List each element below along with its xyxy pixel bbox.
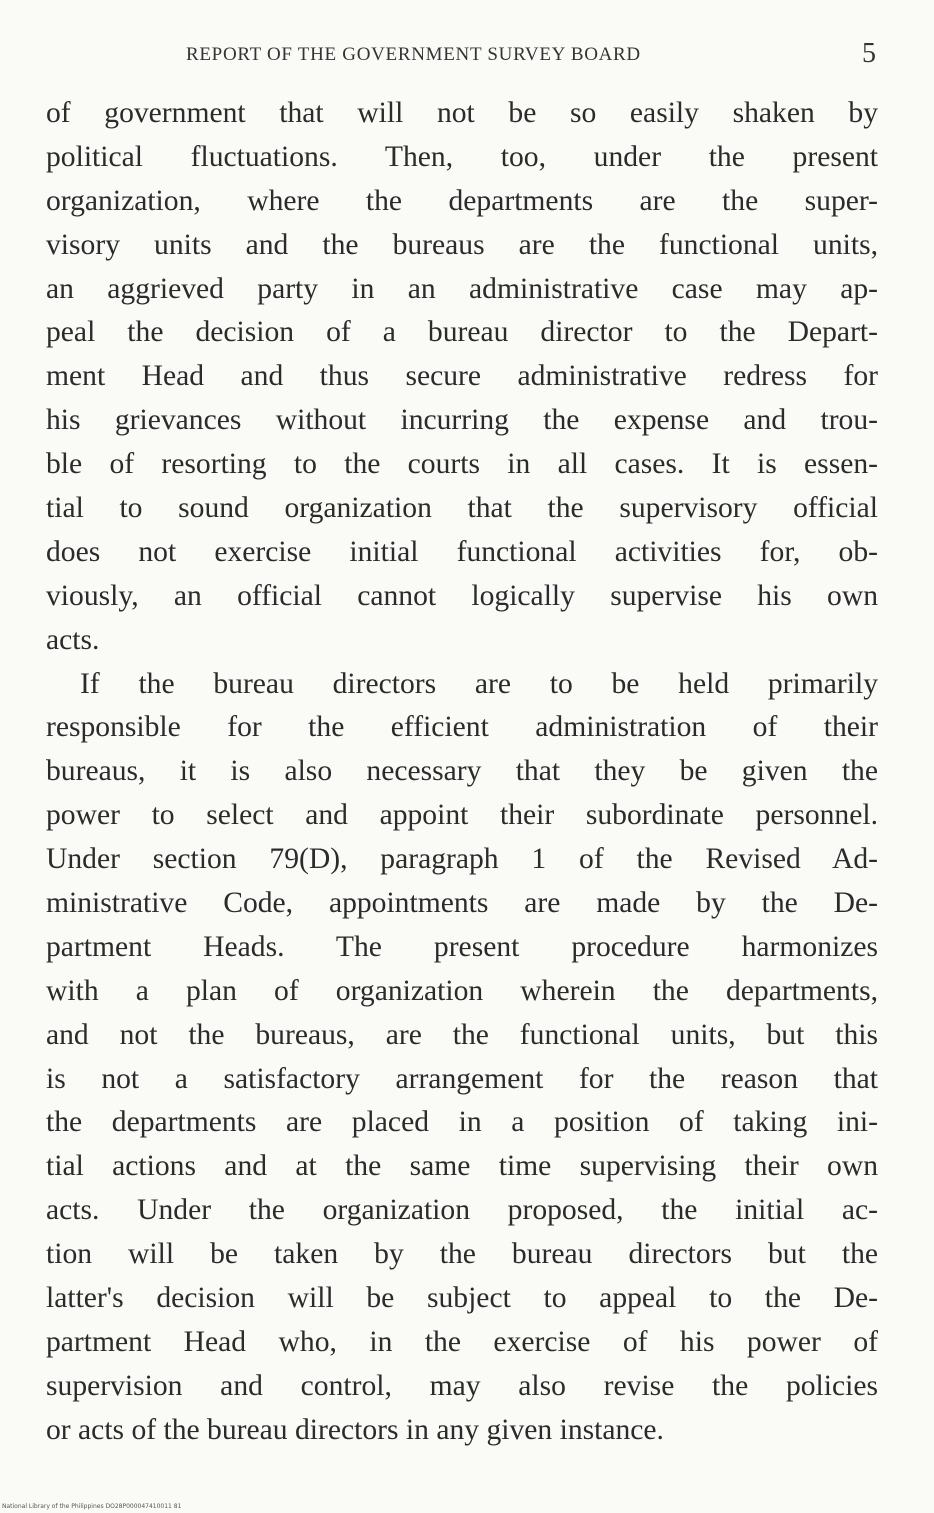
text-line: bureaus, it is also necessary that they be given the bbox=[46, 755, 878, 788]
page-number: 5 bbox=[862, 38, 876, 69]
text-line: peal the decision of a bureau director to the Depart- bbox=[46, 316, 878, 349]
text-line: or acts of the bureau directors in any given instance. bbox=[46, 1413, 664, 1446]
running-head: REPORT OF THE GOVERNMENT SURVEY BOARD bbox=[186, 44, 641, 65]
text-line: of government that will not be so easily shaken by bbox=[46, 97, 878, 129]
body-text bbox=[46, 92, 878, 1453]
text-line: partment Head who, in the exercise of his power of bbox=[46, 1325, 878, 1358]
text-line: organization, where the departments are the super- bbox=[46, 184, 878, 217]
text-line: ment Head and thus secure administrative redress for bbox=[46, 360, 878, 393]
text-line: partment Heads. The present procedure harmonizes bbox=[46, 930, 878, 963]
text-line: ministrative Code, appointments are made by the De- bbox=[46, 887, 878, 920]
library-stamp: National Library of the Philippines DO28P000047410011 81 bbox=[2, 1503, 182, 1510]
text-line: acts. Under the organization proposed, the initial ac- bbox=[46, 1194, 878, 1227]
text-line: If the bureau directors are to be held primarily bbox=[80, 667, 878, 700]
text-line: tial to sound organization that the supervisory official bbox=[46, 492, 878, 525]
text-line: latter's decision will be subject to appeal to the De- bbox=[46, 1282, 878, 1315]
paragraph-2 bbox=[46, 663, 878, 1453]
paragraph-1 bbox=[46, 92, 878, 663]
text-line: power to select and appoint their subordinate personnel. bbox=[46, 799, 878, 832]
text-line: and not the bureaus, are the functional units, but this bbox=[46, 1018, 878, 1051]
text-line: responsible for the efficient administration of their bbox=[46, 711, 878, 744]
text-line: viously, an official cannot logically supervise his own bbox=[46, 579, 878, 612]
text-line: an aggrieved party in an administrative case may ap- bbox=[46, 272, 878, 305]
text-line: does not exercise initial functional activities for, ob- bbox=[46, 535, 878, 568]
text-line: tial actions and at the same time supervising their own bbox=[46, 1150, 878, 1183]
text-line: Under section 79(D), paragraph 1 of the Revised Ad- bbox=[46, 843, 878, 876]
text-line: with a plan of organization wherein the departments, bbox=[46, 974, 878, 1007]
text-line: ble of resorting to the courts in all cases. It is essen- bbox=[46, 448, 878, 481]
text-line: supervision and control, may also revise the policies bbox=[46, 1369, 878, 1402]
text-line: is not a satisfactory arrangement for the reason that bbox=[46, 1062, 878, 1095]
text-line: visory units and the bureaus are the functional units, bbox=[46, 228, 878, 261]
text-line: tion will be taken by the bureau directors but the bbox=[46, 1238, 878, 1271]
text-line: acts. bbox=[46, 623, 100, 656]
text-line: political fluctuations. Then, too, under the present bbox=[46, 140, 878, 173]
text-line: his grievances without incurring the expense and trou- bbox=[46, 404, 878, 437]
text-line: the departments are placed in a position of taking ini- bbox=[46, 1106, 878, 1139]
